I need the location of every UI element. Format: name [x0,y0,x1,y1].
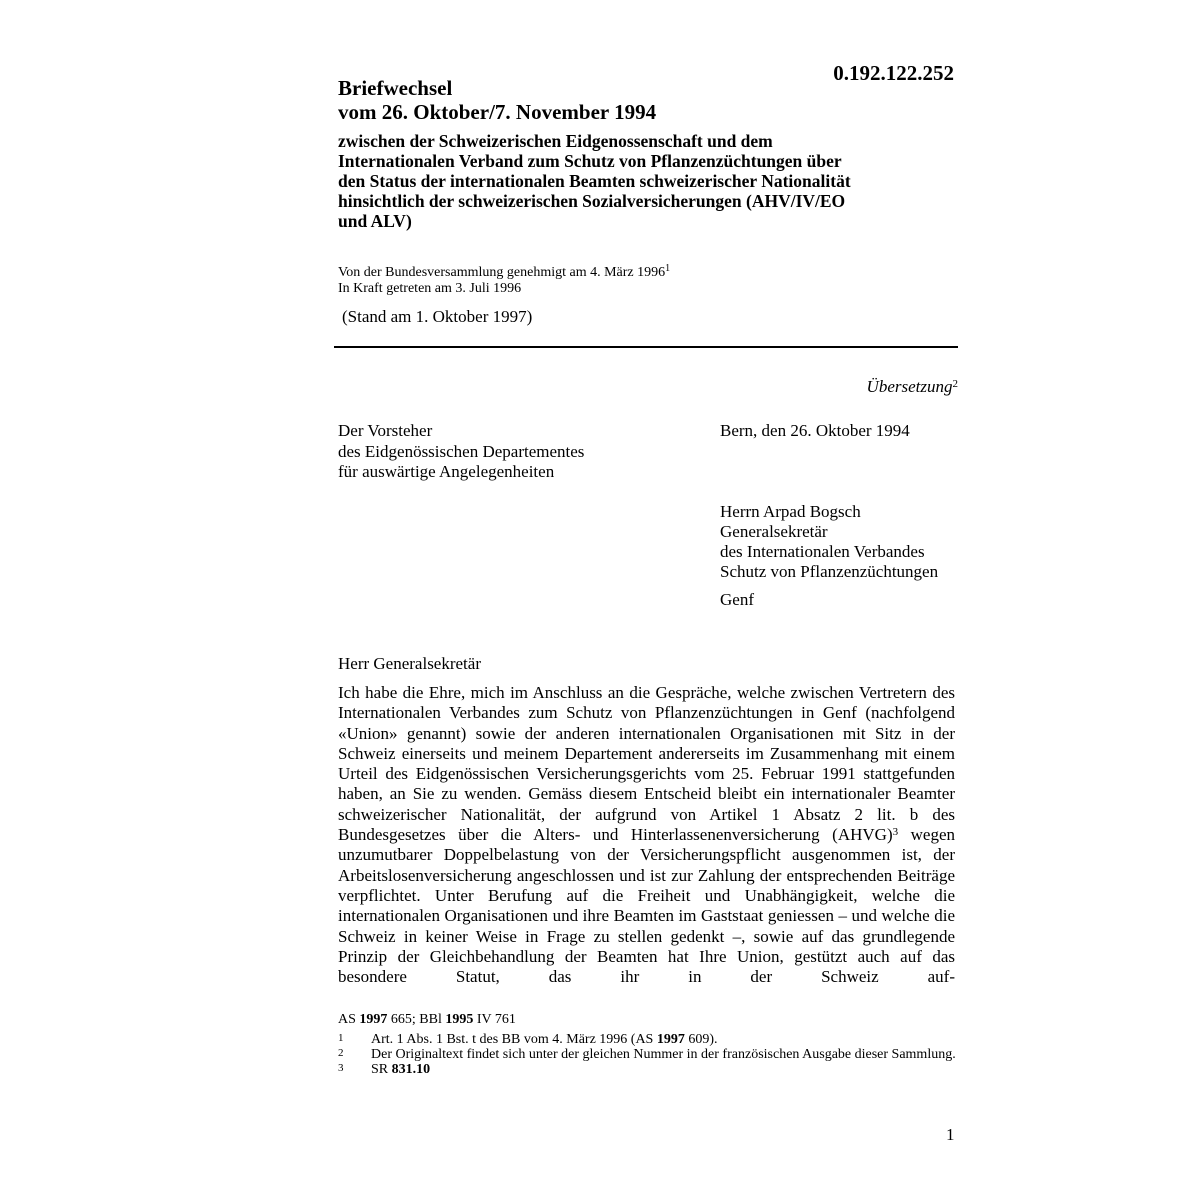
recipient-line: Herrn Arpad Bogsch [720,502,861,521]
footnote [338,1032,958,1047]
subtitle-line: hinsichtlich der schweizerischen Sozialversicherungen (AHV/IV/EO [338,191,846,211]
sender-line: für auswärtige Angelegenheiten [338,462,555,481]
in-force-line: In Kraft getreten am 3. Juli 1996 [338,281,522,296]
subtitle-line: und ALV) [338,211,412,231]
page-number: 1 [946,1125,955,1144]
footnotes [338,1032,958,1077]
letter-body: Ich habe die Ehre, mich im Anschluss an die Gespräche, welche zwischen Vertretern des Internationalen Verbandes zum Schutz von Pflanzenzüchtungen in Genf (nachfolgend «Union» genannt) sowie der anderen internationalen Organisationen mit Sitz in der Schweiz einerseits und meinem Departement andererseits im Zusammenhang mit einem Urteil des Eidgenössischen Versicherungsgerichts vom 25. Februar 1991 stattgefunden haben, an Sie zu wenden. Gemäss diesem Entscheid bleibt ein internationaler Beamter schweizerischer Nationalität, der aufgrund von Artikel 1 Absatz 2 lit. b des Bundesgesetzes über die Alters- und Hinterlassenenversicherung (AHVG)$^3$ wegen unzumutbarer Doppelbelastung von der Versicherungspflicht ausgenommen ist, der Arbeitslosenversicherung angeschlossen und ist zur Zahlung der entsprechenden Beiträge verpflichtet. Unter Berufung auf die Freiheit und Unabhängigkeit, welche die internationalen Organisationen und ihre Beamten im Gaststaat geniessen – und welche die Schweiz in keiner Weise in Frage zu stellen gedenkt –, sowie auf das grundlegende Prinzip der Gleichbehandlung der Beamten hat Ihre Union, gestützt auch auf das besondere Statut, das ihr in der Schweiz auf- [338,683,955,987]
title-line: vom 26. Oktober/7. November 1994 [338,100,657,124]
title-line: Briefwechsel [338,76,453,100]
subtitle-line: den Status der internationalen Beamten schweizerischer Nationalität [338,171,851,191]
footnote [338,1062,958,1077]
document-title [338,76,656,124]
status-date: (Stand am 1. Oktober 1997) [342,307,533,326]
footnote-number: 1 [338,1032,344,1044]
sender-block [338,421,584,483]
recipient-city: Genf [720,590,754,609]
recipient-line: Generalsekretär [720,522,828,541]
sender-line: Der Vorsteher [338,421,433,440]
footnote-text: SR 831.10 [371,1062,431,1077]
recipient-line: Schutz von Pflanzenzüchtungen [720,562,939,581]
source-reference: AS 1997 665; BBl 1995 IV 761 [338,1012,516,1027]
footnote-text: Der Originaltext findet sich unter der gleichen Nummer in der französischen Ausgabe dieser Sammlung. [371,1047,956,1062]
salutation: Herr Generalsekretär [338,654,481,673]
footnote-ref: 2 [952,378,958,390]
document-subtitle [338,131,958,231]
recipient-line: des Internationalen Verbandes [720,542,925,561]
sr-number: 0.192.122.252 [833,61,954,85]
approval-line: Von der Bundesversammlung genehmigt am 4. März 1996$^1$ [338,263,671,280]
place-date: Bern, den 26. Oktober 1994 [720,421,910,440]
footnote-number: 3 [338,1062,344,1074]
subtitle-line: zwischen der Schweizerischen Eidgenossenschaft und dem [338,131,773,151]
sender-line: des Eidgenössischen Departementes [338,441,585,461]
approval-info [338,265,670,297]
footnote-number: 2 [338,1047,344,1059]
header-divider [334,346,958,348]
footnote-text: Art. 1 Abs. 1 Bst. t des BB vom 4. März 1996 (AS 1997 609). [371,1032,718,1047]
recipient-block [720,502,938,582]
subtitle-line: Internationalen Verband zum Schutz von Pflanzenzüchtungen über [338,151,842,171]
translation-note: Übersetzung$^2$ [866,377,958,396]
footnote [338,1047,958,1062]
footnote-ref: 3 [892,826,899,839]
footnote-ref: 1 [665,263,671,274]
